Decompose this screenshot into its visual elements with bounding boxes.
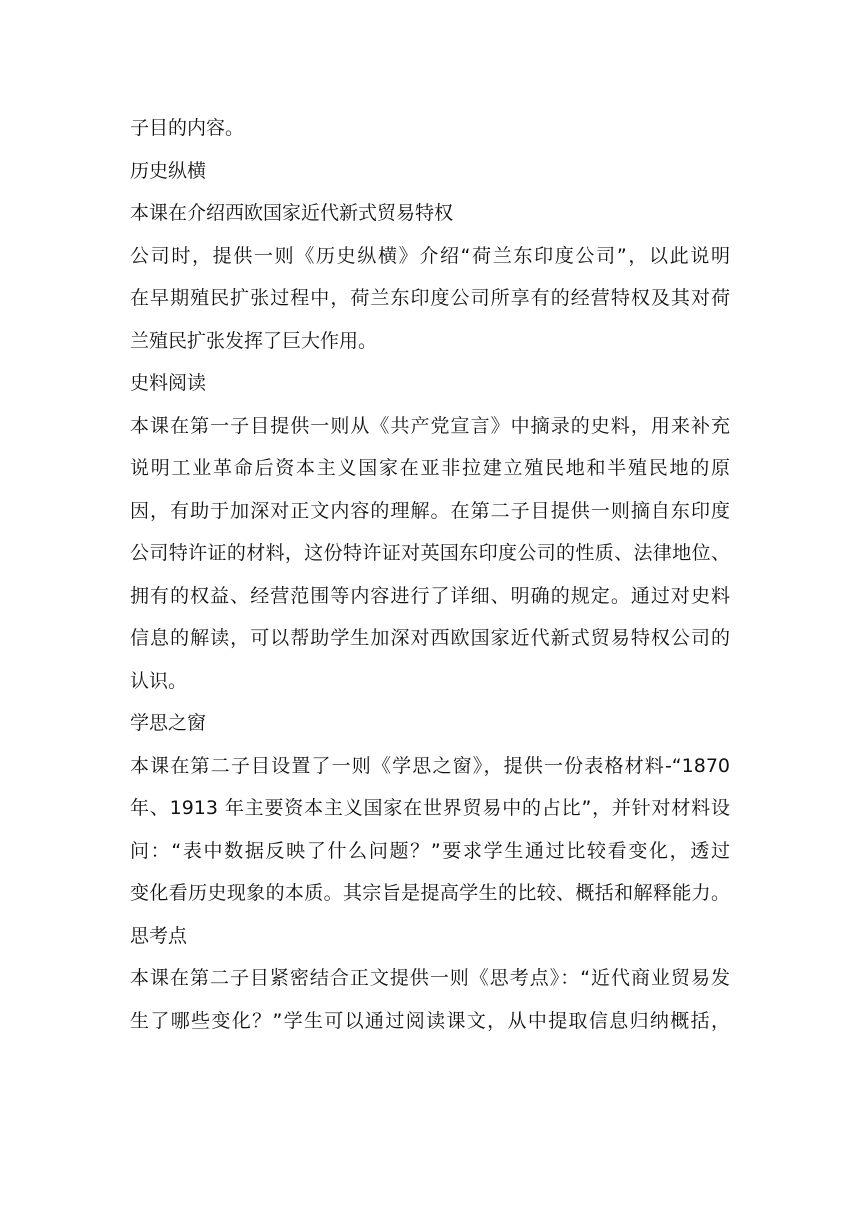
text-line: 公司时，提供一则《历史纵横》介绍“荷兰东印度公司”，以此说明	[130, 244, 730, 267]
document-body	[130, 107, 730, 1042]
text-line: 本课在介绍西欧国家近代新式贸易特权	[130, 202, 454, 224]
text-line: 兰殖民扩张发挥了巨大作用。	[130, 329, 378, 352]
text-line: 公司特许证的材料，这份特许证对英国东印度公司的性质、法律地位、	[130, 542, 730, 564]
text-line: 在早期殖民扩张过程中，荷兰东印度公司所享有的经营特权及其对荷	[130, 287, 730, 309]
text-line: 因，有助于加深对正文内容的理解。在第二子目提供一则摘自东印度	[130, 499, 730, 522]
text-line: 问：“表中数据反映了什么问题？”要求学生通过比较看变化，透过	[130, 839, 730, 862]
text-line: 说明工业革命后资本主义国家在亚非拉建立殖民地和半殖民地的原	[130, 457, 730, 479]
text-line: 年、1913 年主要资本主义国家在世界贸易中的占比”，并针对材料设	[130, 797, 730, 819]
text-line: 本课在第二子目设置了一则《学思之窗》，提供一份表格材料-“1870	[130, 754, 730, 777]
section-heading-learning-window: 学思之窗	[130, 712, 207, 734]
text-line: 认识。	[130, 669, 188, 692]
section-heading-source-reading: 史料阅读	[130, 372, 207, 394]
text-line: 变化看历史现象的本质。其宗旨是提高学生的比较、概括和解释能力。	[130, 882, 730, 904]
text-line: 子目的内容。	[130, 117, 245, 139]
text-line: 本课在第二子目紧密结合正文提供一则《思考点》：“近代商业贸易发	[130, 967, 730, 989]
text-line: 生了哪些变化？”学生可以通过阅读课文，从中提取信息归纳概括，	[130, 1009, 730, 1032]
text-line: 信息的解读，可以帮助学生加深对西欧国家近代新式贸易特权公司的	[130, 627, 730, 649]
text-line: 拥有的权益、经营范围等内容进行了详细、明确的规定。通过对史料	[130, 584, 730, 607]
section-heading-history-overview: 历史纵横	[130, 159, 207, 182]
section-heading-thinking-point: 思考点	[130, 924, 188, 947]
text-line: 本课在第一子目提供一则从《共产党宣言》中摘录的史料，用来补充	[130, 414, 730, 437]
